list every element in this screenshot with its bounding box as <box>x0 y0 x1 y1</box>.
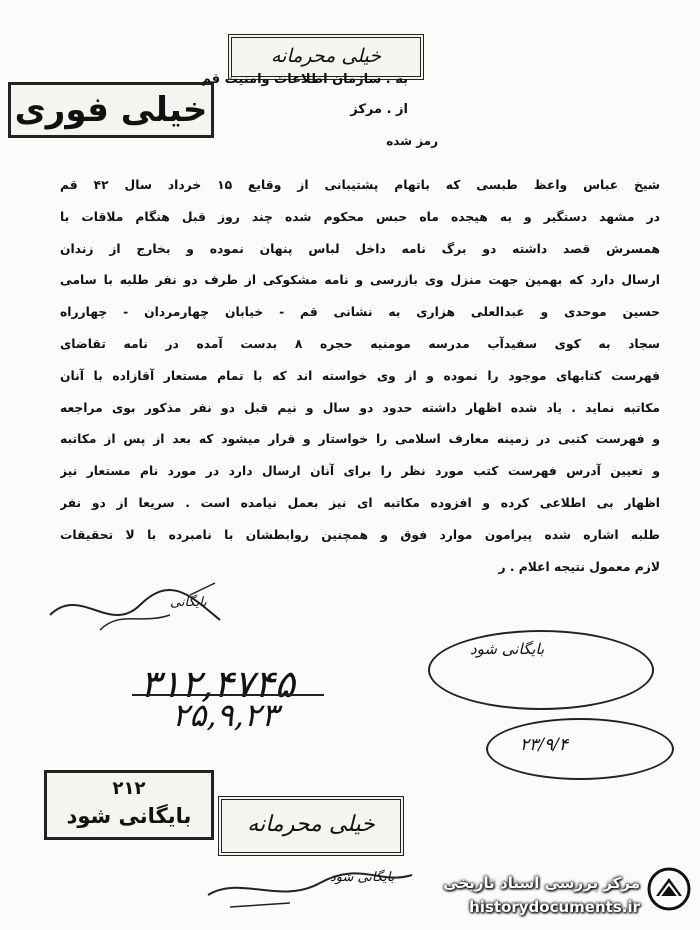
signature-left <box>40 575 240 645</box>
body-line: حسین موحدی و عبدالعلی هزاری به نشانی قم - خیابان چهارمردان - چهارراه <box>60 305 660 320</box>
letter-body <box>60 170 660 583</box>
body-line: اظهار بی اطلاعی کرده و افزوده مکاتبه ای نیز بعمل نیامده است . سریعا از دو نفر <box>60 495 660 510</box>
body-line: مکاتبه نماید . یاد شده اظهار داشته حدود دو سال و نیم قبل دو نفر مذکور بوی مراجعه <box>60 400 660 415</box>
circled-note-2 <box>486 718 674 780</box>
watermark-name: مرکز بررسی اسناد تاریخی <box>443 874 640 892</box>
body-line: همسرش قصد داشته دو برگ نامه داخل لباس پنهان نموده و بخارج از زندان <box>60 241 660 256</box>
watermark-url: historydocuments.ir <box>469 898 640 916</box>
header-code: رمز شده <box>386 134 438 148</box>
bottom-classification-stamp: خیلی محرمانه <box>218 796 404 856</box>
body-line: طلبه اشاره شده پیرامون موارد فوق و همچنین روابطشان با نامبرده با لا تحقیقات <box>60 527 660 542</box>
note-right-1: بایگانی شود <box>470 640 545 658</box>
body-line: لازم معمول نتیجه اعلام . ر <box>498 559 660 574</box>
note-bottom: بایگانی شود <box>330 870 395 885</box>
body-line: شیخ عباس واعظ طبسی که باتهام پشتیبانی از وقایع ۱۵ خرداد سال ۴۲ قم <box>60 178 660 192</box>
signature-bottom <box>200 855 420 915</box>
body-line: در مشهد دستگیر و به هیجده ماه حبس محکوم شده چند روز قبل هنگام ملاقات با <box>60 209 660 224</box>
header-to: به . سازمان اطلاعات وامنیت قم <box>201 72 408 87</box>
body-line: و فهرست کتبی در زمینه معارف اسلامی را خواستار و قرار میشود که بعد از پس از مکاتبه <box>60 432 660 447</box>
body-line: و تعیین آدرس فهرست کتب مورد نظر را برای آنان ارسال دارد در مورد نام مستعار نیز <box>60 464 660 479</box>
archive-number: ۲۱۲ <box>112 778 146 799</box>
underline-mark <box>128 690 328 700</box>
handwritten-number-1: ۳۱۲,۴۷۴۵ <box>140 662 295 706</box>
body-line: فهرست کتابهای موجود را نموده و از وی خواسته اند که با تمام مستعار آقازاده با آنان <box>60 368 660 383</box>
header-from: از . مرکز <box>350 102 408 117</box>
watermark <box>418 860 700 930</box>
body-line: سجاد به کوی سفیدآب مدرسه مومنیه حجره ۸ بدست آمده در نامه تقاضای <box>60 336 660 351</box>
archive-text: بایگانی شود <box>66 804 192 828</box>
archive-stamp <box>44 770 214 840</box>
body-line: ارسال دارد که بهمین جهت منزل وی بازرسی و نامه مشکوکی از طرف دو نفر طلبه با سامی <box>60 273 660 288</box>
top-classification-stamp: خیلی محرمانه <box>228 34 424 80</box>
book-logo-icon <box>646 866 692 912</box>
note-right-2: ۲۳/۹/۴ <box>520 735 568 755</box>
note-left: بایگانی <box>170 595 207 610</box>
handwritten-number-2: ۲۵,۹,۲۳ <box>172 696 279 734</box>
urgent-stamp: خیلی فوری <box>8 82 214 138</box>
